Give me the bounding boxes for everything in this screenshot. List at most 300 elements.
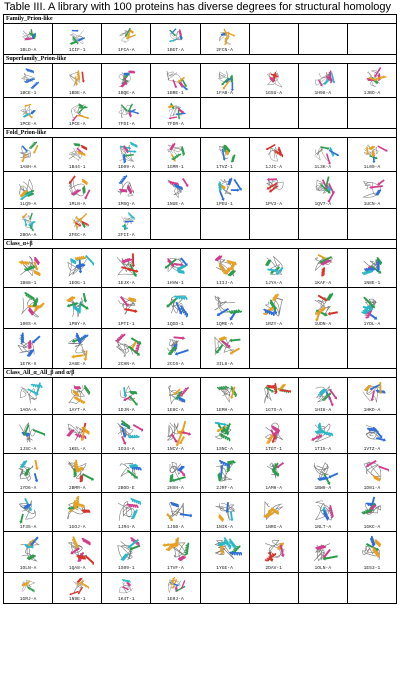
protein-structure-image xyxy=(355,535,389,566)
protein-id-label: 1BDE-A xyxy=(68,91,86,96)
table-row xyxy=(4,288,397,329)
protein-cell xyxy=(4,138,53,172)
protein-id-label: 1J5B-A xyxy=(167,525,184,530)
protein-id-label: 1NUE-A xyxy=(167,202,184,207)
protein-cell xyxy=(53,209,102,240)
protein-structure-image xyxy=(158,101,192,122)
protein-id-label: 2CHN-A xyxy=(118,362,135,367)
protein-structure-image xyxy=(355,252,389,281)
protein-cell xyxy=(347,24,396,55)
protein-structure-image xyxy=(158,576,192,597)
table-row xyxy=(4,24,397,55)
protein-id-label: 1HI8-A xyxy=(314,408,332,413)
protein-id-label: 2BMR-A xyxy=(68,486,86,491)
protein-cell xyxy=(53,573,102,604)
protein-id-label: 1CIF-1 xyxy=(68,48,86,53)
protein-cell xyxy=(298,209,347,240)
protein-cell xyxy=(151,249,200,288)
protein-cell xyxy=(4,64,53,98)
protein-structure-image xyxy=(60,576,94,597)
protein-structure-image xyxy=(257,291,291,322)
protein-structure-image xyxy=(158,332,192,362)
protein-structure-image xyxy=(158,141,192,165)
table-row xyxy=(4,329,397,369)
protein-cell xyxy=(200,378,249,415)
protein-id-label: 1UCN-A xyxy=(363,202,381,207)
protein-id-label: 1EOG-1 xyxy=(68,281,86,286)
protein-id-label: 1PTI-1 xyxy=(118,322,135,327)
protein-cell xyxy=(102,249,151,288)
protein-id-label: 1G5U-A xyxy=(265,91,282,96)
protein-id-label: 1BW9-A xyxy=(314,486,332,491)
protein-cell xyxy=(4,573,53,604)
protein-id-label: 1JYA-A xyxy=(265,281,282,286)
protein-id-label: 1TI5-A xyxy=(314,447,332,452)
protein-structure-image xyxy=(158,252,192,281)
protein-structure-image xyxy=(109,252,143,281)
protein-structure-image xyxy=(257,381,291,408)
protein-cell xyxy=(347,209,396,240)
protein-cell xyxy=(4,209,53,240)
protein-cell xyxy=(200,532,249,573)
protein-cell xyxy=(4,329,53,369)
protein-structure-image xyxy=(60,535,94,566)
protein-structure-image xyxy=(109,101,143,122)
protein-cell xyxy=(200,98,249,129)
section-header-row xyxy=(4,369,397,378)
protein-id-label: 1B88-1 xyxy=(19,281,37,286)
protein-id-label: 2DAV-1 xyxy=(265,566,282,571)
protein-id-label: 1KAF-A xyxy=(314,281,332,286)
protein-cell xyxy=(249,249,298,288)
protein-cell xyxy=(347,138,396,172)
protein-id-label: 1N8E-1 xyxy=(363,281,381,286)
protein-cell xyxy=(4,415,53,454)
protein-id-label: 1QA8-A xyxy=(68,566,86,571)
protein-cell xyxy=(200,415,249,454)
protein-id-label: 1O34-A xyxy=(118,447,135,452)
protein-structure-image xyxy=(60,418,94,447)
protein-id-label: 1D01-A xyxy=(363,486,381,491)
protein-cell xyxy=(151,493,200,532)
section-heading: Family_Prion-like xyxy=(4,15,397,24)
protein-id-label: 1BRE-1 xyxy=(167,91,184,96)
section-header-row xyxy=(4,15,397,24)
protein-structure-image xyxy=(11,457,45,486)
protein-structure-image xyxy=(208,141,242,165)
protein-cell xyxy=(53,98,102,129)
protein-cell xyxy=(151,573,200,604)
protein-cell xyxy=(102,24,151,55)
protein-cell xyxy=(102,415,151,454)
protein-cell xyxy=(102,209,151,240)
protein-id-label: 1E7K-X xyxy=(19,362,37,367)
protein-structure-image xyxy=(11,175,45,202)
protein-structure-image xyxy=(208,67,242,91)
protein-cell xyxy=(298,493,347,532)
protein-structure-image xyxy=(60,381,94,408)
protein-id-label: 1AOA-A xyxy=(19,408,37,413)
protein-id-label: 7FDI-A xyxy=(118,122,135,127)
protein-id-label: 2HXH-A xyxy=(167,486,184,491)
protein-structure-image xyxy=(355,175,389,202)
protein-structure-image xyxy=(60,212,94,233)
protein-id-label: 1GRJ-A xyxy=(19,597,37,602)
protein-structure-image xyxy=(11,67,45,91)
protein-id-label: 1OLN-A xyxy=(19,566,37,571)
protein-id-label: 1TGT-1 xyxy=(265,447,282,452)
protein-id-label: 1E0J-A xyxy=(167,597,184,602)
protein-structure-image xyxy=(158,535,192,566)
protein-cell xyxy=(102,64,151,98)
protein-structure-image xyxy=(60,332,94,362)
protein-id-label: 1GMR-1 xyxy=(167,165,184,170)
protein-id-label: 1PCE-A xyxy=(19,122,37,127)
protein-cell xyxy=(4,454,53,493)
protein-cell xyxy=(53,24,102,55)
protein-id-label: 1FCA-A xyxy=(118,48,135,53)
protein-cell xyxy=(200,138,249,172)
protein-cell xyxy=(102,454,151,493)
protein-id-label: 1YGE-A xyxy=(216,566,233,571)
protein-cell xyxy=(53,493,102,532)
protein-cell xyxy=(102,172,151,209)
protein-id-label: 1QV7-A xyxy=(314,202,332,207)
protein-structure-image xyxy=(158,291,192,322)
protein-cell xyxy=(151,329,200,369)
protein-structure-image xyxy=(257,141,291,165)
protein-id-label: 2FII-A xyxy=(118,233,135,238)
protein-cell xyxy=(4,532,53,573)
protein-structure-image xyxy=(109,457,143,486)
protein-structure-image xyxy=(306,67,340,91)
protein-structure-image xyxy=(11,576,45,597)
protein-id-label: 1PV3-A xyxy=(265,202,282,207)
protein-cell xyxy=(102,138,151,172)
protein-id-label: 1H98-A xyxy=(314,91,332,96)
protein-cell xyxy=(53,138,102,172)
protein-structure-image xyxy=(109,67,143,91)
protein-structure-image xyxy=(11,27,45,48)
protein-id-label: 1NRG-A xyxy=(265,525,282,530)
protein-cell xyxy=(200,493,249,532)
protein-cell xyxy=(298,415,347,454)
protein-id-label: 1L3K-A xyxy=(314,165,332,170)
section-heading: Superfamily_Prion-like xyxy=(4,55,397,64)
protein-library-table xyxy=(3,14,397,604)
protein-cell xyxy=(200,454,249,493)
protein-structure-image xyxy=(11,332,45,362)
protein-id-label: 1BLD-A xyxy=(19,48,37,53)
protein-structure-image xyxy=(158,67,192,91)
protein-structure-image xyxy=(306,252,340,281)
protein-cell xyxy=(53,454,102,493)
protein-cell xyxy=(4,98,53,129)
protein-id-label: 1IIJ-A xyxy=(216,281,233,286)
protein-id-label: 1RZY-A xyxy=(265,322,282,327)
protein-cell xyxy=(151,24,200,55)
protein-id-label: 2BOA-A xyxy=(19,233,37,238)
protein-cell xyxy=(102,329,151,369)
protein-structure-image xyxy=(158,175,192,202)
protein-cell xyxy=(53,532,102,573)
protein-structure-image xyxy=(60,291,94,322)
protein-cell xyxy=(249,288,298,329)
protein-id-label: 1OLN-A xyxy=(314,566,332,571)
protein-structure-image xyxy=(109,27,143,48)
protein-structure-image xyxy=(306,291,340,322)
protein-structure-image xyxy=(208,27,242,48)
protein-structure-image xyxy=(306,175,340,202)
protein-id-label: 1TVF-A xyxy=(167,566,184,571)
protein-id-label: 1AMH-A xyxy=(265,486,282,491)
protein-structure-image xyxy=(11,496,45,525)
protein-structure-image xyxy=(11,291,45,322)
table-row xyxy=(4,64,397,98)
protein-cell xyxy=(53,329,102,369)
protein-structure-image xyxy=(60,101,94,122)
protein-cell xyxy=(249,98,298,129)
section-header-row xyxy=(4,240,397,249)
protein-structure-image xyxy=(109,212,143,233)
table-row xyxy=(4,98,397,129)
protein-id-label: 1MLN-A xyxy=(68,202,86,207)
protein-cell xyxy=(102,493,151,532)
protein-id-label: 1B44-1 xyxy=(68,165,86,170)
protein-cell xyxy=(53,378,102,415)
section-heading: Class_All_α_All_β and α/β xyxy=(4,369,397,378)
protein-id-label: 1SNC-A xyxy=(216,447,233,452)
protein-cell xyxy=(347,415,396,454)
protein-id-label: 1D09-A xyxy=(118,165,135,170)
protein-id-label: 1MSQ-A xyxy=(118,202,135,207)
protein-cell xyxy=(53,64,102,98)
protein-cell xyxy=(53,415,102,454)
section-heading: Fold_Prion-like xyxy=(4,129,397,138)
protein-structure-image xyxy=(109,418,143,447)
protein-cell xyxy=(298,249,347,288)
protein-structure-image xyxy=(257,418,291,447)
protein-cell xyxy=(298,288,347,329)
protein-id-label: 1PEU-1 xyxy=(216,202,233,207)
protein-structure-image xyxy=(109,576,143,597)
protein-structure-image xyxy=(355,291,389,322)
protein-cell xyxy=(53,249,102,288)
protein-id-label: 3IL8-A xyxy=(216,362,233,367)
protein-id-label: 1KEL-A xyxy=(68,447,86,452)
protein-structure-image xyxy=(355,381,389,408)
protein-cell xyxy=(347,573,396,604)
protein-id-label: 1L00-A xyxy=(363,165,381,170)
protein-structure-image xyxy=(60,457,94,486)
protein-structure-image xyxy=(257,496,291,525)
protein-id-label: 1S09-1 xyxy=(118,566,135,571)
table-row xyxy=(4,138,397,172)
protein-id-label: 1F35-A xyxy=(19,525,37,530)
protein-cell xyxy=(53,288,102,329)
protein-cell xyxy=(249,532,298,573)
protein-id-label: 1TVZ-1 xyxy=(216,165,233,170)
protein-structure-image xyxy=(208,418,242,447)
protein-cell xyxy=(200,288,249,329)
protein-id-label: 1NIK-A xyxy=(216,525,233,530)
protein-id-label: 2A8E-A xyxy=(68,362,86,367)
protein-id-label: 1A8H-A xyxy=(19,165,37,170)
protein-cell xyxy=(200,249,249,288)
protein-structure-image xyxy=(306,535,340,566)
protein-cell xyxy=(298,573,347,604)
protein-cell xyxy=(249,64,298,98)
table-row xyxy=(4,415,397,454)
protein-id-label: 1QME-A xyxy=(216,322,233,327)
protein-structure-image xyxy=(109,291,143,322)
protein-structure-image xyxy=(109,332,143,362)
protein-cell xyxy=(4,249,53,288)
protein-id-label: 1VTZ-A xyxy=(363,447,381,452)
protein-cell xyxy=(151,209,200,240)
table-row xyxy=(4,209,397,240)
protein-cell xyxy=(151,64,200,98)
protein-cell xyxy=(200,329,249,369)
protein-structure-image xyxy=(257,175,291,202)
protein-structure-image xyxy=(257,252,291,281)
protein-structure-image xyxy=(109,381,143,408)
protein-id-label: 1G7S-A xyxy=(265,408,282,413)
protein-structure-image xyxy=(355,141,389,165)
protein-cell xyxy=(347,64,396,98)
protein-cell xyxy=(249,24,298,55)
protein-structure-image xyxy=(109,535,143,566)
protein-id-label: 1JSC-A xyxy=(19,447,37,452)
protein-cell xyxy=(102,98,151,129)
protein-structure-image xyxy=(11,141,45,165)
protein-structure-image xyxy=(355,496,389,525)
protein-structure-image xyxy=(208,291,242,322)
protein-cell xyxy=(347,493,396,532)
protein-cell xyxy=(151,138,200,172)
protein-structure-image xyxy=(11,101,45,122)
protein-id-label: 1BCE-1 xyxy=(19,91,37,96)
protein-cell xyxy=(298,138,347,172)
protein-cell xyxy=(4,172,53,209)
protein-id-label: 2BOD-E xyxy=(118,486,135,491)
protein-id-label: 1HVW-1 xyxy=(167,281,184,286)
protein-cell xyxy=(347,288,396,329)
protein-structure-image xyxy=(158,27,192,48)
protein-cell xyxy=(347,249,396,288)
protein-cell xyxy=(249,415,298,454)
protein-structure-image xyxy=(109,141,143,165)
protein-id-label: 1JJC-A xyxy=(265,165,282,170)
protein-structure-image xyxy=(11,381,45,408)
protein-id-label: 1JBO-A xyxy=(363,91,381,96)
protein-id-label: 1EMH-A xyxy=(216,408,233,413)
protein-cell xyxy=(200,172,249,209)
table-row xyxy=(4,532,397,573)
protein-cell xyxy=(200,64,249,98)
protein-structure-image xyxy=(60,252,94,281)
protein-structure-image xyxy=(60,67,94,91)
protein-cell xyxy=(4,493,53,532)
protein-id-label: 1FAB-A xyxy=(216,91,233,96)
protein-structure-image xyxy=(208,381,242,408)
protein-cell xyxy=(53,172,102,209)
protein-cell xyxy=(151,98,200,129)
protein-structure-image xyxy=(208,252,242,281)
protein-structure-image xyxy=(109,175,143,202)
protein-cell xyxy=(249,329,298,369)
protein-structure-image xyxy=(355,418,389,447)
protein-cell xyxy=(347,98,396,129)
protein-cell xyxy=(298,172,347,209)
table-title: Table III. A library with 100 proteins has diverse degrees for structural homology xyxy=(4,1,392,13)
table-row xyxy=(4,249,397,288)
protein-id-label: 7FDR-A xyxy=(167,122,184,127)
protein-structure-image xyxy=(208,175,242,202)
protein-id-label: 1EJX-A xyxy=(118,281,135,286)
protein-structure-image xyxy=(306,381,340,408)
protein-structure-image xyxy=(109,496,143,525)
protein-cell xyxy=(249,493,298,532)
protein-cell xyxy=(151,288,200,329)
protein-id-label: 1E53-1 xyxy=(363,566,381,571)
protein-structure-image xyxy=(60,175,94,202)
protein-structure-image xyxy=(158,381,192,408)
protein-cell xyxy=(249,138,298,172)
protein-cell xyxy=(347,329,396,369)
protein-id-label: 1AYT-A xyxy=(68,408,86,413)
protein-cell xyxy=(249,172,298,209)
protein-cell xyxy=(151,172,200,209)
protein-cell xyxy=(200,24,249,55)
protein-cell xyxy=(249,209,298,240)
protein-id-label: 1K4T-1 xyxy=(118,597,135,602)
protein-structure-image xyxy=(306,496,340,525)
protein-id-label: 1N9E-1 xyxy=(68,597,86,602)
protein-structure-image xyxy=(60,141,94,165)
protein-structure-image xyxy=(306,141,340,165)
protein-cell xyxy=(151,415,200,454)
protein-structure-image xyxy=(158,457,192,486)
protein-cell xyxy=(102,378,151,415)
protein-structure-image xyxy=(257,67,291,91)
protein-cell xyxy=(102,288,151,329)
protein-cell xyxy=(249,454,298,493)
protein-cell xyxy=(4,288,53,329)
section-header-row xyxy=(4,55,397,64)
protein-structure-image xyxy=(355,67,389,91)
section-heading: Class_α+β xyxy=(4,240,397,249)
protein-structure-image xyxy=(257,457,291,486)
protein-cell xyxy=(249,573,298,604)
protein-structure-image xyxy=(306,457,340,486)
protein-cell xyxy=(249,378,298,415)
protein-id-label: 1YDL-A xyxy=(363,322,381,327)
protein-cell xyxy=(298,98,347,129)
protein-structure-image xyxy=(11,252,45,281)
protein-id-label: 1DJN-A xyxy=(118,408,135,413)
protein-structure-image xyxy=(355,457,389,486)
protein-cell xyxy=(347,172,396,209)
protein-structure-image xyxy=(306,418,340,447)
protein-structure-image xyxy=(158,418,192,447)
protein-cell xyxy=(347,378,396,415)
protein-id-label: 1LQ9-A xyxy=(19,202,37,207)
protein-structure-image xyxy=(208,332,242,362)
protein-id-label: 1UDN-A xyxy=(314,322,332,327)
table-row xyxy=(4,172,397,209)
protein-structure-image xyxy=(11,212,45,233)
